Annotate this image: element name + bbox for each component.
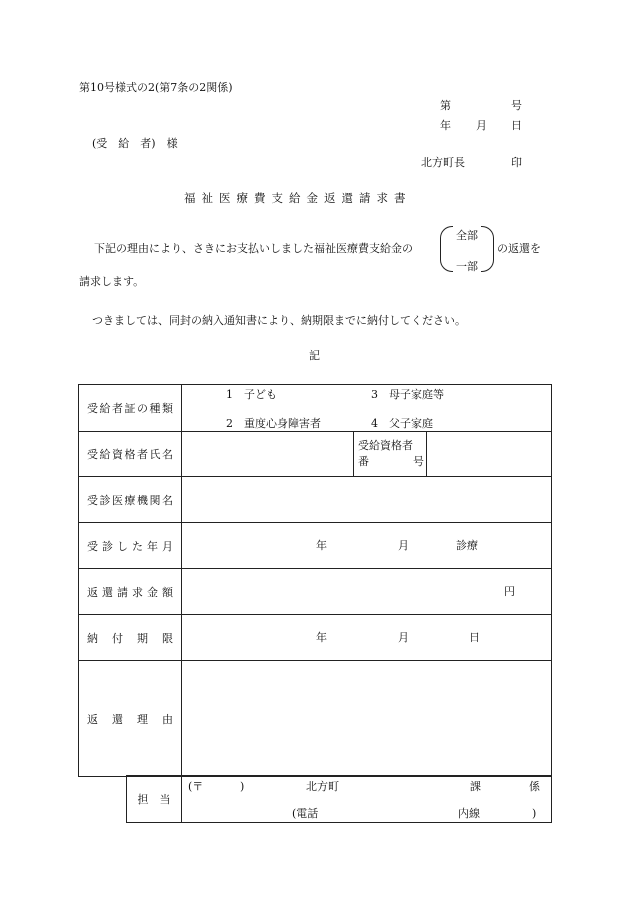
claim-table [78,384,552,777]
amount-yen: 円 [504,585,515,598]
consult-shinryo: 診療 [456,539,478,552]
body-line1-pre: 下記の理由により、さきにお支払いしました福祉医療費支給金の [94,242,413,255]
ki-mark: 記 [309,349,320,362]
option-children: 1 子ども [226,388,277,401]
postal-close: ) [240,780,245,793]
document-title: 福祉医療費支給金返還請求書 [184,191,412,205]
consult-month: 月 [398,539,409,552]
consultation-month-cell [182,523,552,569]
postal-open: (〒 [188,780,204,793]
medical-institution-cell [182,477,552,523]
town-name: 北方町 [306,780,339,793]
row-certificate-type [79,385,552,432]
form-number: 第10号様式の2(第7条の2関係) [79,81,233,94]
option-single-father: 4 父子家庭 [371,417,433,430]
contact-cell [182,776,552,823]
date-day: 日 [511,119,522,132]
recipient-name-cell [182,432,552,477]
recipient-name-label: 受給資格者氏名 [79,432,182,477]
recipient-number-label: 受給資格者 [358,439,413,452]
issuer: 北方町長 [421,156,465,169]
option-single-mother: 3 母子家庭等 [371,388,444,401]
body-line3: つきましては、同封の納入通知書により、納期限までに納付してください。 [92,314,466,327]
refund-amount-cell [182,569,552,615]
choice-brace-right [481,226,494,272]
deadline-month: 月 [398,631,409,644]
kakari-label: 係 [529,780,540,793]
choice-part: 一部 [456,260,478,273]
number-go: 号 [511,99,522,112]
choice-all: 全部 [456,229,478,242]
seal-mark: 印 [511,156,522,169]
consultation-month-label: 受診した年月 [79,523,182,569]
certificate-type-label: 受給者証の種類 [79,385,182,432]
recipient: (受 給 者) 様 [92,137,178,150]
payment-deadline-label: 納付期限 [79,615,182,661]
row-consultation-month [79,523,552,569]
option-disability: 2 重度心身障害者 [226,417,321,430]
naisen-label: 内線 [458,807,480,820]
row-recipient-name [79,432,552,477]
refund-amount-label: 返還請求金額 [79,569,182,615]
recipient-number-ban: 番 [358,455,369,468]
medical-institution-label: 受診医療機関名 [79,477,182,523]
row-payment-deadline [79,615,552,661]
tel-close: ) [532,807,537,820]
number-dai: 第 [440,99,451,112]
tel-label: (電話 [292,807,319,820]
date-year: 年 [440,119,451,132]
certificate-type-options [182,385,552,432]
ka-label: 課 [470,780,481,793]
row-refund-reason [79,661,552,777]
deadline-day: 日 [469,631,480,644]
contact-table [126,775,552,823]
row-refund-amount [79,569,552,615]
refund-reason-cell [182,661,552,777]
choice-brace-left [440,226,453,272]
deadline-year: 年 [316,631,327,644]
row-medical-institution [79,477,552,523]
body-line2: 請求します。 [79,275,145,288]
refund-reason-label: 返還理由 [79,661,182,777]
recipient-number-go: 号 [413,455,424,468]
date-month: 月 [476,119,487,132]
consult-year: 年 [316,539,327,552]
payment-deadline-cell [182,615,552,661]
tantou-label: 担 当 [127,776,182,823]
body-line1-post: の返還を [497,242,541,255]
